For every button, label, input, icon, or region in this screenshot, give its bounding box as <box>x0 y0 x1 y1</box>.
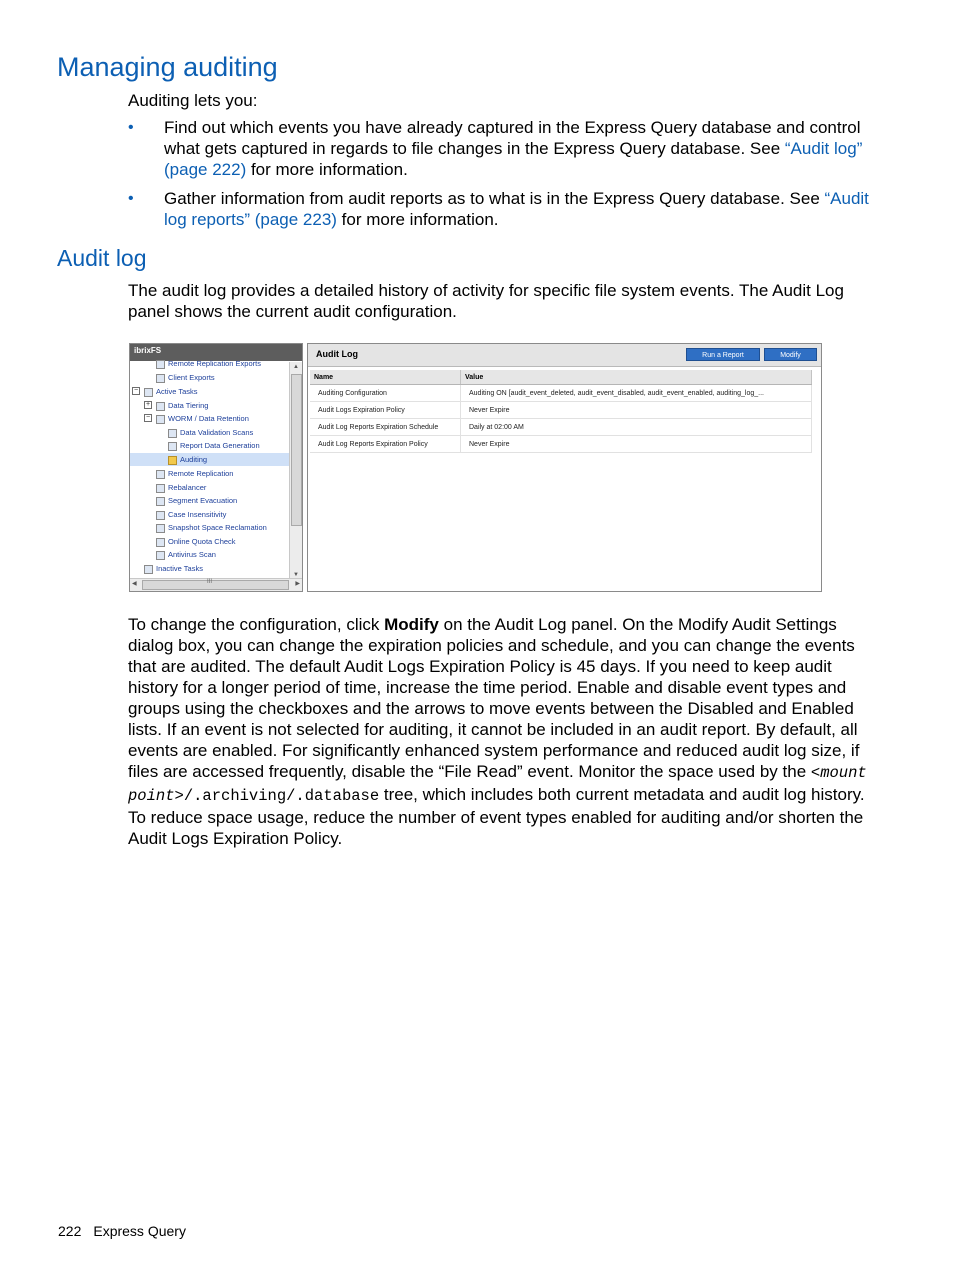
antivirus-icon <box>156 551 165 560</box>
bullet-text-after: for more information. <box>336 210 499 229</box>
tree-item[interactable] <box>130 453 290 466</box>
audit-log-link[interactable]: “Audit log” (page 222) <box>164 139 863 179</box>
modify-text-1: To change the configuration, click <box>128 615 385 634</box>
auditing-icon <box>168 456 177 465</box>
tree-item[interactable] <box>130 521 290 534</box>
page-heading: Managing auditing <box>57 52 278 82</box>
bullet-icon: • <box>128 119 134 136</box>
case-icon <box>156 511 165 520</box>
bullet-list <box>128 117 873 238</box>
tree-title: ibrixFS <box>130 344 302 361</box>
tree-item[interactable] <box>130 371 290 384</box>
code-mount-point: <mount point> <box>128 764 867 805</box>
tree-item[interactable] <box>130 385 290 398</box>
tree-item-content <box>156 535 236 548</box>
tree-item-label: Case Insensitivity <box>168 510 227 519</box>
worm-icon <box>156 415 165 424</box>
tree-scroll-thumb[interactable] <box>291 374 302 526</box>
tree-item-content <box>168 426 253 439</box>
tree-item-label: Report Data Generation <box>180 441 260 450</box>
export-icon <box>156 360 165 369</box>
setting-value: Never Expire <box>461 436 812 453</box>
tree-item-label: Inactive Tasks <box>156 564 203 573</box>
panel-title: Audit Log <box>316 349 358 359</box>
tree-item-content <box>156 371 215 384</box>
tree-item-label: Active Tasks <box>156 387 198 396</box>
collapse-icon[interactable]: − <box>145 414 151 421</box>
tree-item-label: Remote Replication Exports <box>168 359 261 368</box>
column-header-value[interactable]: Value <box>461 370 812 385</box>
tree-item-content <box>156 412 249 425</box>
tree-item-label: Data Validation Scans <box>180 428 254 437</box>
tree-item-label: Segment Evacuation <box>168 496 238 505</box>
collapse-icon[interactable]: − <box>133 387 139 394</box>
column-header-name[interactable]: Name <box>310 370 461 385</box>
setting-value: Never Expire <box>461 402 812 419</box>
bullet-item <box>128 117 873 180</box>
evacuation-icon <box>156 497 165 506</box>
tree-item[interactable] <box>130 399 290 412</box>
tree-item-label: Online Quota Check <box>168 537 236 546</box>
tree-item[interactable] <box>130 439 290 452</box>
bullet-item <box>128 188 873 230</box>
tree-item[interactable] <box>130 508 290 521</box>
tree-item[interactable] <box>130 426 290 439</box>
tree-item-content <box>144 562 203 575</box>
audit-log-reports-link[interactable]: “Audit log reports” (page 223) <box>164 189 869 229</box>
scroll-right-icon[interactable]: ▶ <box>295 581 300 587</box>
hscroll-grip: III <box>207 579 213 585</box>
navigation-tree <box>129 343 303 592</box>
audit-log-screenshot <box>129 343 822 592</box>
tree-item[interactable] <box>130 562 290 575</box>
modify-instructions <box>128 614 873 849</box>
tree-item-content <box>168 439 260 452</box>
tree-item[interactable] <box>130 494 290 507</box>
tree-item-content <box>156 481 206 494</box>
rebalancer-icon <box>156 484 165 493</box>
scan-icon <box>168 429 177 438</box>
tree-item-label: Rebalancer <box>168 483 207 492</box>
tasks-icon <box>144 565 153 574</box>
tree-item-content <box>156 521 267 534</box>
audit-log-paragraph: The audit log provides a detailed history of activity for specific file system events. The Audit Log panel shows the current audit configuration. <box>128 281 844 321</box>
tree-item-label: Auditing <box>180 455 208 464</box>
modify-text-2: on the Audit Log panel. On the Modify Audit Settings dialog box, you can change the expiration policies and schedule, and you can change the events that are audited. The default Audit Logs Expiration Policy is 45 days. If you need to keep audit history for a longer period of time, increase the time period. Enable and disable event types and groups using the checkboxes and the arrows to move events between the Disabled and Enabled lists. If an event is not selected for auditing, it cannot be included in an audit report. By default, all events are enabled. For significantly enhanced system performance and reduced audit log size, if files are accessed frequently, disable the “File Read” event. Monitor the space used by the <box>128 615 860 781</box>
table-row[interactable] <box>310 385 812 402</box>
tree-item[interactable] <box>130 357 290 370</box>
intro-text: Auditing lets you: <box>128 91 258 110</box>
tree-item-content <box>156 467 233 480</box>
tree-hscroll-thumb[interactable] <box>142 580 289 590</box>
tree-item-content <box>156 548 216 561</box>
tree-item[interactable] <box>130 535 290 548</box>
panel-header <box>308 344 821 367</box>
tree-item[interactable] <box>130 548 290 561</box>
tree-item-content <box>156 508 226 521</box>
report-icon <box>168 442 177 451</box>
table-row[interactable] <box>310 402 812 419</box>
tree-item-content <box>156 399 208 412</box>
table-row[interactable] <box>310 419 812 436</box>
setting-value: Daily at 02:00 AM <box>461 419 812 436</box>
tree-item-label: Data Tiering <box>168 401 209 410</box>
setting-name: Auditing Configuration <box>310 385 461 402</box>
tree-item[interactable] <box>130 412 290 425</box>
audit-settings-table <box>310 370 812 453</box>
tree-item-label: Remote Replication <box>168 469 234 478</box>
tree-item-content <box>156 494 237 507</box>
tasks-icon <box>144 388 153 397</box>
setting-value: Auditing ON [audit_event_deleted, audit_event_disabled, audit_event_enabled, auditing_log_... <box>461 385 812 402</box>
setting-name: Audit Log Reports Expiration Schedule <box>310 419 461 436</box>
quota-icon <box>156 538 165 547</box>
tree-item-content <box>168 453 207 466</box>
footer-section: Express Query <box>93 1223 186 1239</box>
tree-item[interactable] <box>130 481 290 494</box>
bullet-text: Gather information from audit reports as to what is in the Express Query database. See <box>164 189 825 208</box>
page-footer <box>58 1223 186 1239</box>
export-icon <box>156 374 165 383</box>
replication-icon <box>156 470 165 479</box>
tree-item[interactable] <box>130 467 290 480</box>
tree-item-content <box>144 385 198 398</box>
setting-name: Audit Logs Expiration Policy <box>310 402 461 419</box>
tree-vertical-scrollbar[interactable] <box>289 362 302 580</box>
tree-item-label: WORM / Data Retention <box>168 414 249 423</box>
snapshot-icon <box>156 524 165 533</box>
tree-item-label: Antivirus Scan <box>168 550 216 559</box>
page-number: 222 <box>58 1223 82 1239</box>
run-report-button[interactable]: Run a Report <box>686 348 760 361</box>
tree-item-content <box>156 357 261 370</box>
expand-icon[interactable]: + <box>145 401 151 408</box>
tree-item-label: Client Exports <box>168 373 215 382</box>
scroll-left-icon[interactable]: ◀ <box>132 581 137 587</box>
bullet-icon: • <box>128 190 134 207</box>
bullet-text-after: for more information. <box>246 160 408 179</box>
bullet-text: Find out which events you have already captured in the Express Query database and control what gets captured in regards to file changes in the Express Query database. See <box>164 118 861 158</box>
tree-item-label: Snapshot Space Reclamation <box>168 523 267 532</box>
setting-name: Audit Log Reports Expiration Policy <box>310 436 461 453</box>
audit-log-panel <box>307 343 822 592</box>
audit-log-heading: Audit log <box>57 245 147 271</box>
scroll-down-icon[interactable]: ▼ <box>293 572 299 578</box>
scroll-up-icon[interactable]: ▲ <box>293 364 299 370</box>
modify-text-3: tree, which includes both current metadata and audit log history. To reduce space usage, reduce the number of event types enabled for auditing and/or shorten the Audit Logs Expiration Policy. <box>128 785 865 848</box>
tiering-icon <box>156 402 165 411</box>
table-row[interactable] <box>310 436 812 453</box>
modify-bold: Modify <box>384 615 439 634</box>
tree-horizontal-scrollbar[interactable] <box>130 578 302 591</box>
modify-button[interactable]: Modify <box>764 348 817 361</box>
code-archiving-path: /.archiving/.database <box>183 787 380 805</box>
